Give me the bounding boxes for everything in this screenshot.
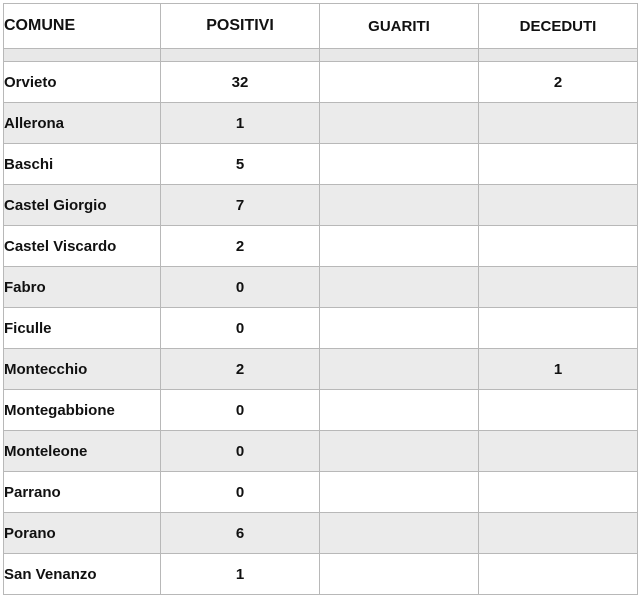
guariti-cell [320, 103, 479, 144]
guariti-cell [320, 308, 479, 349]
comune-cell: Parrano [4, 472, 161, 513]
header-guariti: GUARITI [320, 4, 479, 49]
positivi-cell: 7 [161, 185, 320, 226]
deceduti-cell [479, 554, 638, 595]
guariti-cell [320, 431, 479, 472]
comune-cell: Baschi [4, 144, 161, 185]
guariti-cell [320, 144, 479, 185]
deceduti-cell [479, 185, 638, 226]
positivi-cell: 0 [161, 390, 320, 431]
deceduti-cell: 1 [479, 349, 638, 390]
comune-cell: Montecchio [4, 349, 161, 390]
comune-cell: Montegabbione [4, 390, 161, 431]
covid-cases-table [3, 3, 638, 595]
positivi-cell: 0 [161, 431, 320, 472]
guariti-cell [320, 554, 479, 595]
guariti-cell [320, 62, 479, 103]
header-comune: COMUNE [4, 4, 161, 49]
separator-cell [320, 49, 479, 62]
positivi-cell: 2 [161, 226, 320, 267]
separator-cell [479, 49, 638, 62]
separator-cell [161, 49, 320, 62]
deceduti-cell [479, 103, 638, 144]
positivi-cell: 6 [161, 513, 320, 554]
guariti-cell [320, 472, 479, 513]
comune-cell: Monteleone [4, 431, 161, 472]
comune-cell: Orvieto [4, 62, 161, 103]
positivi-cell: 0 [161, 472, 320, 513]
comune-cell: Castel Giorgio [4, 185, 161, 226]
table-row [4, 144, 638, 185]
comune-cell: Castel Viscardo [4, 226, 161, 267]
table-row [4, 103, 638, 144]
table-body [4, 49, 638, 595]
guariti-cell [320, 349, 479, 390]
table-row [4, 62, 638, 103]
deceduti-cell: 2 [479, 62, 638, 103]
table-row [4, 226, 638, 267]
deceduti-cell [479, 308, 638, 349]
table-row [4, 431, 638, 472]
table-row [4, 308, 638, 349]
table-row [4, 185, 638, 226]
positivi-cell: 5 [161, 144, 320, 185]
positivi-cell: 1 [161, 554, 320, 595]
table-row [4, 390, 638, 431]
header-row [4, 4, 638, 49]
deceduti-cell [479, 390, 638, 431]
deceduti-cell [479, 226, 638, 267]
deceduti-cell [479, 144, 638, 185]
comune-cell: Porano [4, 513, 161, 554]
deceduti-cell [479, 267, 638, 308]
positivi-cell: 0 [161, 308, 320, 349]
table-row [4, 267, 638, 308]
comune-cell: San Venanzo [4, 554, 161, 595]
positivi-cell: 32 [161, 62, 320, 103]
deceduti-cell [479, 472, 638, 513]
comune-cell: Fabro [4, 267, 161, 308]
deceduti-cell [479, 513, 638, 554]
positivi-cell: 0 [161, 267, 320, 308]
table-row [4, 349, 638, 390]
header-positivi: POSITIVI [161, 4, 320, 49]
guariti-cell [320, 390, 479, 431]
table-row [4, 513, 638, 554]
table-row [4, 472, 638, 513]
guariti-cell [320, 513, 479, 554]
header-separator-row [4, 49, 638, 62]
deceduti-cell [479, 431, 638, 472]
guariti-cell [320, 226, 479, 267]
comune-cell: Allerona [4, 103, 161, 144]
separator-cell [4, 49, 161, 62]
header-deceduti: DECEDUTI [479, 4, 638, 49]
guariti-cell [320, 267, 479, 308]
comune-cell: Ficulle [4, 308, 161, 349]
positivi-cell: 2 [161, 349, 320, 390]
positivi-cell: 1 [161, 103, 320, 144]
table-row [4, 554, 638, 595]
guariti-cell [320, 185, 479, 226]
